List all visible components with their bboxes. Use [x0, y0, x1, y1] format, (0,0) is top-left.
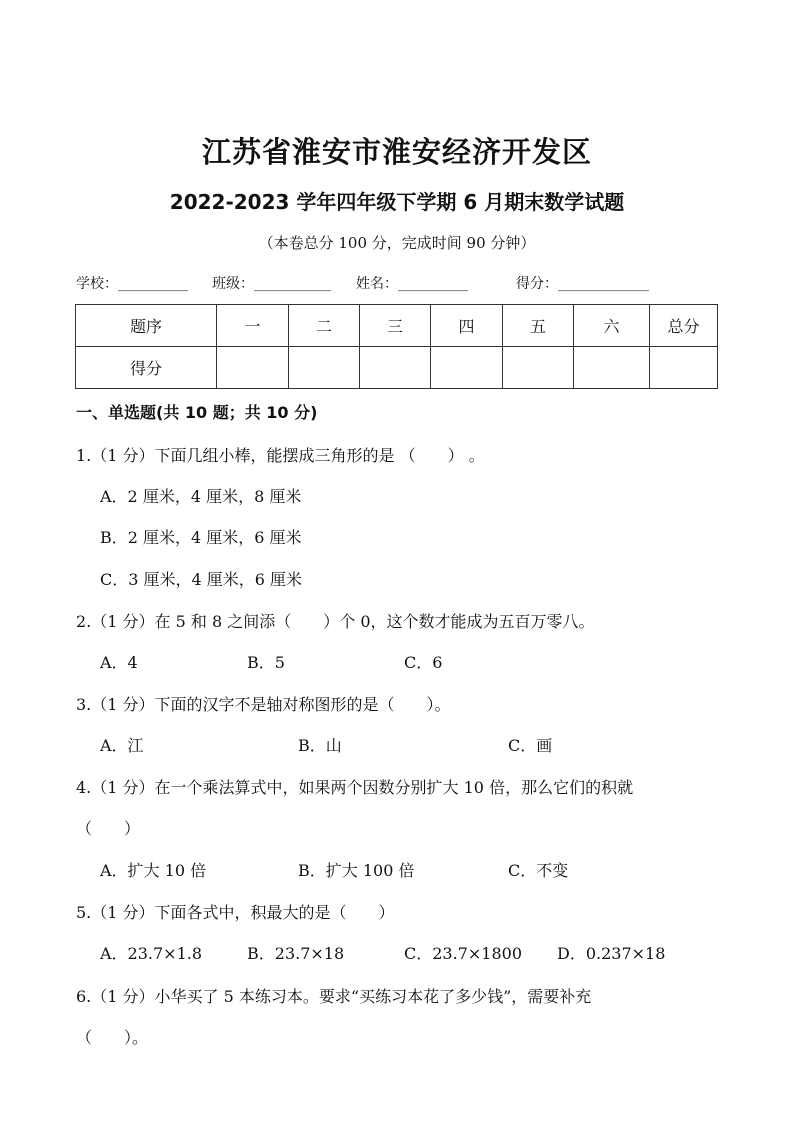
question-3-option-a: A．江: [100, 736, 144, 755]
header-cell: 六: [574, 305, 650, 347]
header-cell: 四: [431, 305, 503, 347]
question-4-option-c: C．不变: [508, 861, 569, 880]
question-5-option-b: B．23.7×18: [247, 944, 345, 963]
name-field[interactable]: 姓名：__________: [356, 276, 468, 292]
score-table: [75, 304, 718, 389]
question-3-stem: 3.（1 分）下面的汉字不是轴对称图形的是（ ）。: [76, 695, 451, 714]
score-cell[interactable]: [217, 347, 289, 389]
header-cell: 一: [217, 305, 289, 347]
question-2-option-c: C．6: [404, 653, 443, 672]
question-2-option-a: A．4: [100, 653, 138, 672]
header-cell: 二: [289, 305, 360, 347]
question-3-option-b: B．山: [298, 736, 342, 755]
school-field[interactable]: 学校：__________: [76, 276, 188, 292]
question-5-option-c: C．23.7×1800: [404, 944, 522, 963]
question-1-option-c: C．3 厘米，4 厘米，6 厘米: [100, 570, 303, 589]
row-label-cell: 得分: [76, 347, 217, 389]
header-cell: 三: [360, 305, 431, 347]
score-cell[interactable]: [360, 347, 431, 389]
score-cell[interactable]: [431, 347, 503, 389]
header-cell: 五: [503, 305, 574, 347]
question-4-option-a: A．扩大 10 倍: [100, 861, 207, 880]
question-1-option-b: B．2 厘米，4 厘米，6 厘米: [100, 528, 302, 547]
score-field[interactable]: 得分：_____________: [516, 276, 649, 292]
score-table-header-row: [76, 305, 718, 347]
section-heading: 一、单选题(共 10 题；共 10 分): [76, 403, 318, 422]
question-5-stem: 5.（1 分）下面各式中，积最大的是（ ）: [76, 903, 395, 922]
score-cell[interactable]: [650, 347, 718, 389]
score-cell[interactable]: [503, 347, 574, 389]
question-6-stem-cont: （ ）。: [76, 1028, 149, 1047]
header-cell: 总分: [650, 305, 718, 347]
question-5-option-d: D．0.237×18: [557, 944, 666, 963]
score-cell[interactable]: [289, 347, 360, 389]
exam-note: （本卷总分 100 分，完成时间 90 分钟）: [258, 234, 536, 252]
page-title: 江苏省淮安市淮安经济开发区: [201, 135, 592, 169]
question-4-option-b: B．扩大 100 倍: [298, 861, 415, 880]
question-4-stem-cont: （ ）: [76, 819, 141, 838]
question-5-option-a: A．23.7×1.8: [100, 944, 203, 963]
question-3-option-c: C．画: [508, 736, 553, 755]
score-cell[interactable]: [574, 347, 650, 389]
page-subtitle: 2022-2023 学年四年级下学期 6 月期末数学试题: [169, 190, 625, 214]
header-cell: 题序: [76, 305, 217, 347]
question-6-stem: 6.（1 分）小华买了 5 本练习本。要求“买练习本花了多少钱”，需要补充: [76, 987, 592, 1006]
question-1-stem: 1.（1 分）下面几组小棒，能摆成三角形的是 （ ） 。: [76, 446, 485, 465]
question-1-option-a: A．2 厘米，4 厘米，8 厘米: [100, 487, 302, 506]
score-table-score-row: [76, 347, 718, 389]
question-2-stem: 2.（1 分）在 5 和 8 之间添（ ）个 0，这个数才能成为五百万零八。: [76, 612, 595, 631]
question-4-stem: 4.（1 分）在一个乘法算式中，如果两个因数分别扩大 10 倍，那么它们的积就: [76, 778, 634, 797]
question-2-option-b: B．5: [247, 653, 285, 672]
class-field[interactable]: 班级：___________: [212, 276, 331, 292]
